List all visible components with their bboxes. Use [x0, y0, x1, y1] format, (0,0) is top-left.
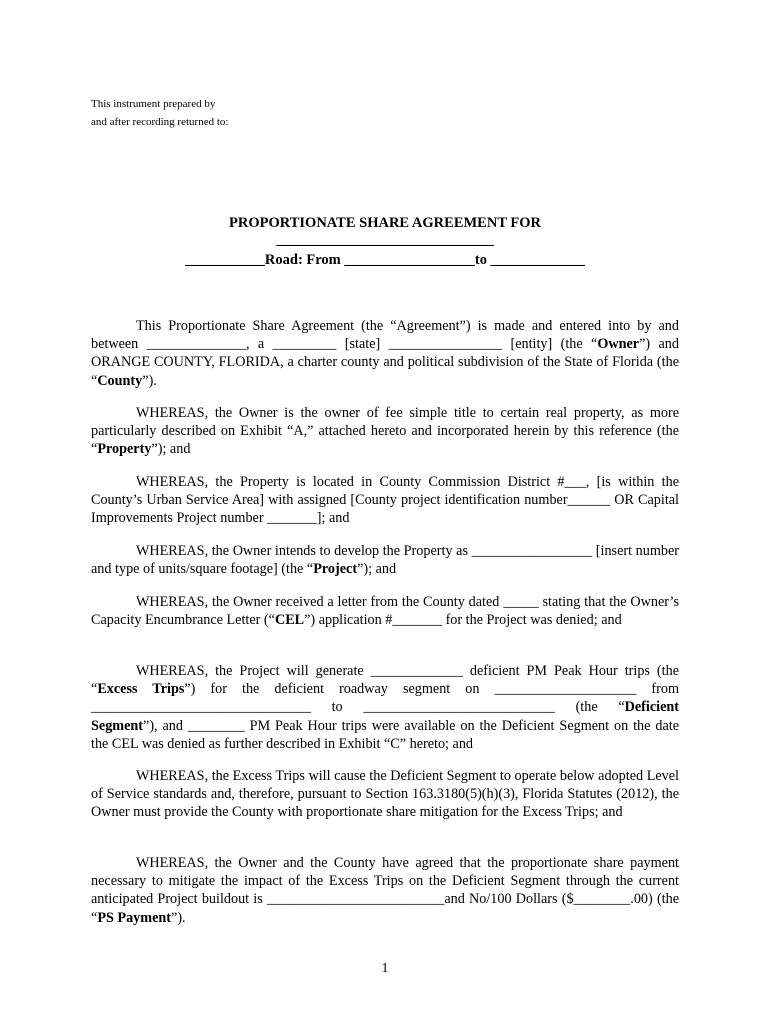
prepared-by-block [91, 95, 228, 131]
defined-term-county: County [97, 372, 143, 389]
document-title: PROPORTIONATE SHARE AGREEMENT FOR [229, 215, 541, 231]
title-road-line: ___________Road: From __________________to _____________ [185, 252, 585, 268]
paragraph-whereas-property: WHEREAS, the Owner is the owner of fee simple title to certain real property, as more particularly described on Exhibit “A,” attached hereto and incorporated herein by this reference (the “Property”); and [91, 405, 679, 458]
paragraph-whereas-project: WHEREAS, the Owner intends to develop the Property as _________________ [insert number and type of units/square footage] (the “Project”); and [91, 543, 679, 578]
prepared-by-line: This instrument prepared by [91, 98, 216, 110]
defined-term-property: Property [97, 441, 152, 458]
defined-term-project: Project [313, 561, 358, 578]
paragraph-whereas-cel: WHEREAS, the Owner received a letter from the County dated _____ stating that the Owner’s Capacity Encumbrance Letter (“CEL”) application #_______ for the Project was denied; and [91, 594, 679, 629]
page-number: 1 [381, 961, 389, 976]
defined-term-owner: Owner [597, 336, 640, 353]
defined-term-excess-trips: Excess Trips [97, 681, 185, 698]
paragraph-parties: This Proportionate Share Agreement (the “Agreement”) is made and entered into by and between ______________, a _________ [state] ________________ [entity] (the “Owner”) and ORANGE COUNTY, FLORIDA, a charter county and political subdivision of the State of Florida (the “County”). [91, 318, 679, 389]
paragraph-whereas-excess-trips: WHEREAS, the Project will generate _____________ deficient PM Peak Hour trips (the “Excess Trips”) for the deficient roadway segment on ____________________ from _______________________________ to ___________________________ (the “Deficient Segment”), and ________ PM Peak Hour trips were available on the Deficient Segment on the date the CEL was denied as further described in Exhibit “C” hereto; and [91, 663, 679, 752]
paragraph-whereas-ps-payment: WHEREAS, the Owner and the County have agreed that the proportionate share payment necessary to mitigate the impact of the Excess Trips on the Deficient Segment through the current anticipated Project buildout is _________________________and No/100 Dollars ($________.00) (the “PS Payment”). [91, 855, 679, 926]
defined-term-ps-payment: PS Payment [97, 909, 172, 926]
paragraph-whereas-district: WHEREAS, the Property is located in County Commission District #___, [is within the County’s Urban Service Area] with assigned [County project identification number______ OR Capital Improvements Project number _______]; and [91, 474, 679, 527]
returned-to-line: and after recording returned to: [91, 116, 229, 128]
defined-term-cel: CEL [274, 612, 305, 629]
defined-term-deficient-segment: Deficient Segment [91, 699, 679, 734]
paragraph-whereas-level-of-service: WHEREAS, the Excess Trips will cause the Deficient Segment to operate below adopted Level of Service standards and, therefore, pursuant to Section 163.3180(5)(h)(3), Florida Statutes (2012), the Owner must provide the County with proportionate share mitigation for the Excess Trips; and [91, 768, 679, 821]
title-blank-line: ______________________________ [276, 232, 494, 248]
